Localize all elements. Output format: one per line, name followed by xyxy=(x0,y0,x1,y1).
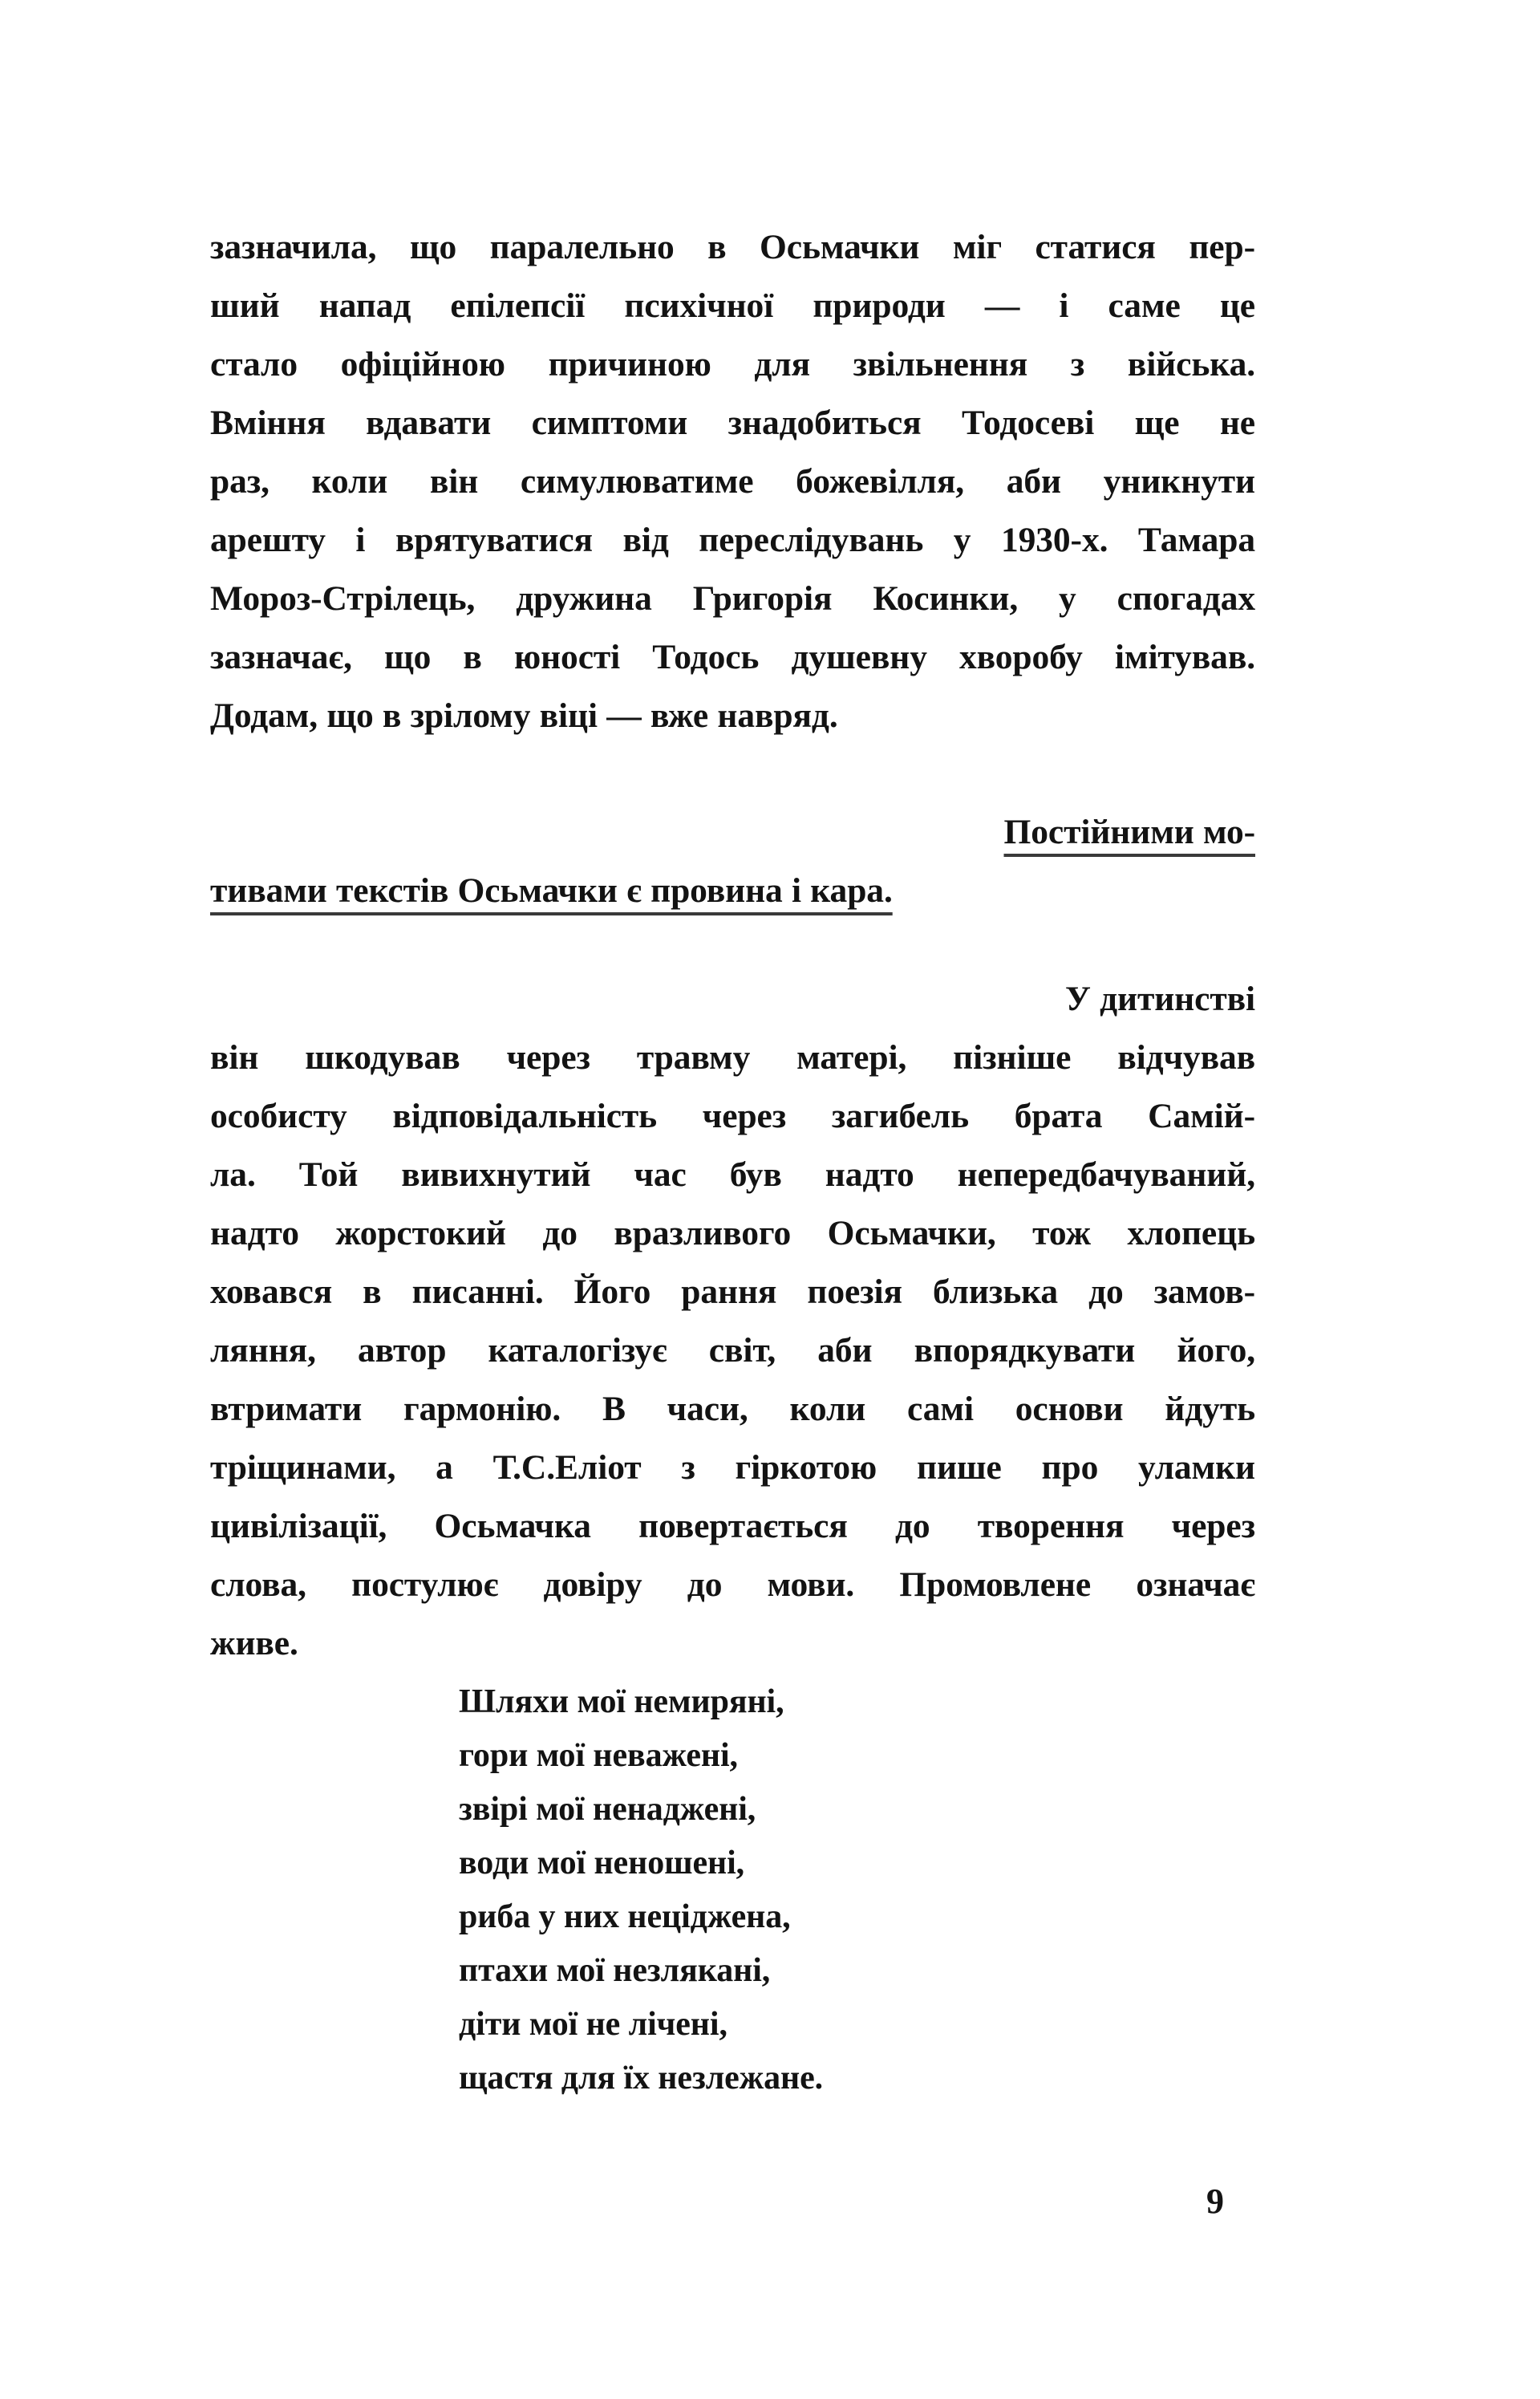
underlined-sentence xyxy=(210,803,1255,920)
poem-line: щастя для їх незлежане. xyxy=(459,2060,824,2097)
paragraph-2-line: живе. xyxy=(210,1624,298,1662)
paragraph-2-line: він шкодував через травму матері, пізніше відчував xyxy=(210,1038,1255,1077)
paragraph-2-line: У дитинстві xyxy=(1064,980,1255,1018)
paragraph-1-line: стало офіційною причиною для звільнення з війська. xyxy=(210,345,1255,384)
poem-quotation xyxy=(459,1675,1068,2105)
poem-line: звірі мої ненаджені, xyxy=(459,1791,756,1828)
poem-line: гори мої неважені, xyxy=(459,1737,738,1774)
paragraph-1-line: Додам, що в зрілому віці — вже навряд. xyxy=(210,696,838,735)
poem-line: води мої неношені, xyxy=(459,1845,745,1881)
paragraph-1-line: арешту і врятуватися від переслідувань у 1930-х. Тамара xyxy=(210,521,1255,559)
underlined-sentence-line: тивами текстів Осьмачки є провина і кара. xyxy=(210,871,893,910)
text-column xyxy=(210,218,1255,1673)
paragraph-1-line: зазначає, що в юності Тодось душевну хворобу імітував. xyxy=(210,638,1255,676)
paragraph-1-line: Мороз-Стрілець, дружина Григорія Косинки, у спогадах xyxy=(210,579,1255,618)
paragraph-1-line: ший напад епілепсії психічної природи — і саме це xyxy=(210,286,1255,325)
poem-line: Шляхи мої немиряні, xyxy=(459,1683,784,1720)
paragraph-2-line: надто жорстокий до вразливого Осьмачки, тож хлопець xyxy=(210,1214,1255,1252)
paragraph-2-line: цивілізації, Осьмачка повертається до творення через xyxy=(210,1507,1255,1545)
poem-line: птахи мої незлякані, xyxy=(459,1952,771,1989)
poem-line: риба у них неціджена, xyxy=(459,1898,791,1935)
paragraph-2-line: слова, постулює довіру до мови. Промовлене означає xyxy=(210,1565,1255,1604)
paragraph-2-line: особисту відповідальність через загибель брата Самій- xyxy=(210,1097,1255,1135)
paragraph-1-line: зазначила, що паралельно в Осьмачки міг статися пер- xyxy=(210,228,1255,266)
paragraph-1 xyxy=(210,218,1255,745)
paragraph-1-line: Вміння вдавати симптоми знадобиться Тодосеві ще не xyxy=(210,404,1255,442)
paragraph-2-line: ховався в писанні. Його рання поезія близька до замов- xyxy=(210,1273,1255,1311)
paragraph-2-line: втримати гармонію. В часи, коли самі основи йдуть xyxy=(210,1390,1255,1428)
block-spacer xyxy=(210,920,1255,970)
poem-line: діти мої не лічені, xyxy=(459,2006,727,2043)
block-spacer xyxy=(210,745,1255,803)
underlined-sentence-line: Постійними мо- xyxy=(1003,813,1255,851)
page-number: 9 xyxy=(1206,2182,1224,2221)
paragraph-2-line: тріщинами, а Т.С.Еліот з гіркотою пише про уламки xyxy=(210,1448,1255,1487)
paragraph-2-line: ляння, автор каталогізує світ, аби впорядкувати його, xyxy=(210,1331,1255,1370)
paragraph-2 xyxy=(210,970,1255,1673)
paragraph-2-line: ла. Той вивихнутий час був надто непередбачуваний, xyxy=(210,1155,1255,1194)
paragraph-1-line: раз, коли він симулюватиме божевілля, аби уникнути xyxy=(210,462,1255,501)
